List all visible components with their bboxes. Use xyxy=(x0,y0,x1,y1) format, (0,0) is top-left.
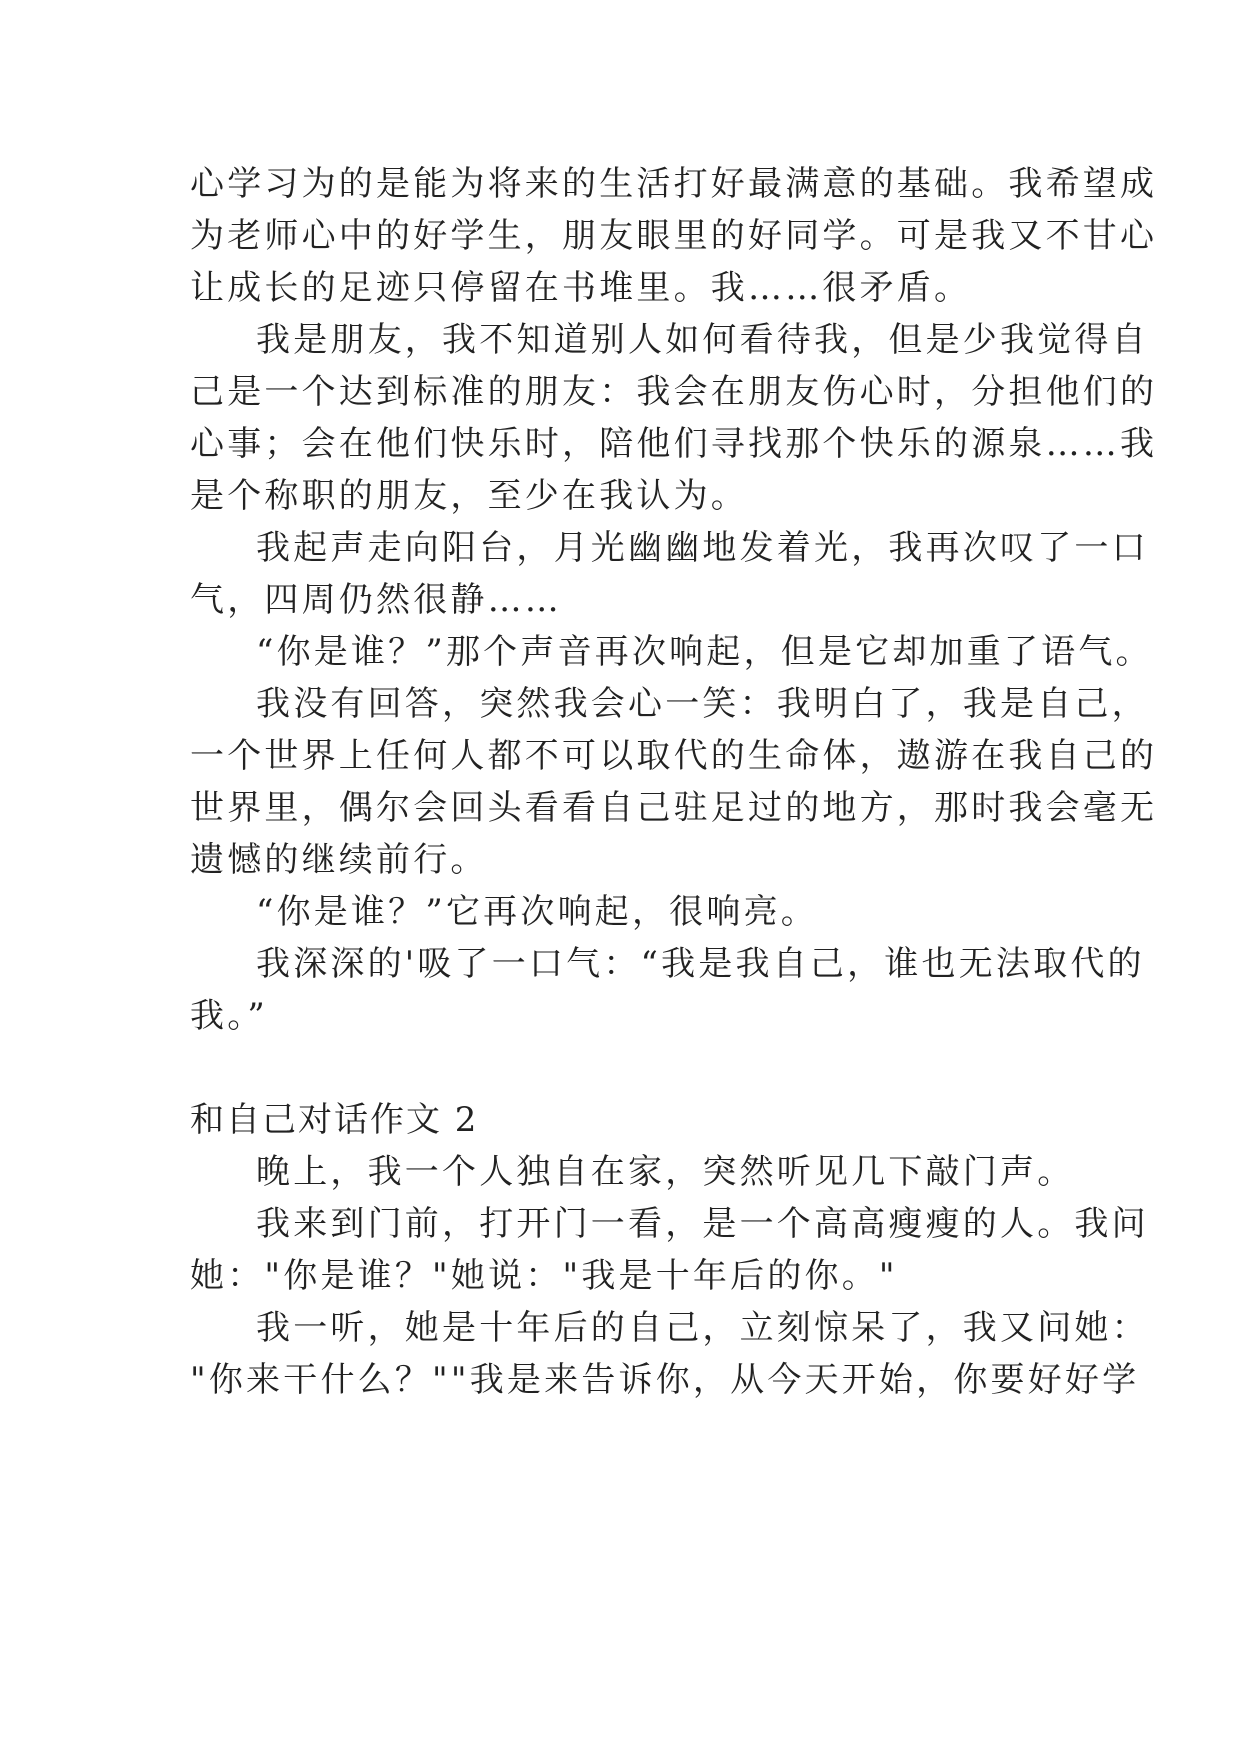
paragraph xyxy=(190,522,1149,626)
paragraph xyxy=(190,314,1158,522)
text-line: 气，四周仍然很静…… xyxy=(190,580,562,620)
paragraph xyxy=(190,886,1050,938)
paragraph xyxy=(190,158,1158,314)
text-line: 己是一个达到标准的朋友：我会在朋友伤心时，分担他们的 xyxy=(190,372,1158,412)
text-line: “你是谁？”它再次响起，很响亮。 xyxy=(256,892,818,932)
section-title: 和自己对话作文 2 xyxy=(190,1100,479,1140)
text-line: 心学习为的是能为将来的生活打好最满意的基础。我希望成 xyxy=(190,164,1158,204)
text-line: 她："你是谁？"她说："我是十年后的你。" xyxy=(190,1256,898,1296)
text-line: 一个世界上任何人都不可以取代的生命体，遨游在我自己的 xyxy=(190,736,1158,776)
paragraph xyxy=(190,678,1158,886)
text-line: 我一听，她是十年后的自己，立刻惊呆了，我又问她： xyxy=(256,1308,1149,1348)
text-line: “你是谁？”那个声音再次响起，但是它却加重了语气。 xyxy=(256,632,1153,672)
text-line: 我没有回答，突然我会心一笑：我明白了，我是自己， xyxy=(256,684,1149,724)
paragraph xyxy=(190,1146,1075,1198)
paragraph xyxy=(190,938,1145,1042)
text-line: 让成长的足迹只停留在书堆里。我……很矛盾。 xyxy=(190,268,972,308)
paragraph xyxy=(190,626,1153,678)
text-line: 晚上，我一个人独自在家，突然听见几下敲门声。 xyxy=(256,1152,1075,1192)
document-page xyxy=(190,158,1158,1406)
text-line: 为老师心中的好学生，朋友眼里的好同学。可是我又不甘心 xyxy=(190,216,1158,256)
text-line: "你来干什么？""我是来告诉你，从今天开始，你要好好学 xyxy=(190,1360,1140,1400)
text-line: 是个称职的朋友，至少在我认为。 xyxy=(190,476,748,516)
paragraph xyxy=(190,1198,1149,1302)
text-line: 我起声走向阳台，月光幽幽地发着光，我再次叹了一口 xyxy=(256,528,1149,568)
text-line: 世界里，偶尔会回头看看自己驻足过的地方，那时我会毫无 xyxy=(190,788,1158,828)
text-line: 心事；会在他们快乐时，陪他们寻找那个快乐的源泉……我 xyxy=(190,424,1158,464)
text-line: 我是朋友，我不知道别人如何看待我，但是少我觉得自 xyxy=(256,320,1149,360)
text-line: 我。” xyxy=(190,996,268,1036)
text-line: 遗憾的继续前行。 xyxy=(190,840,488,880)
paragraph xyxy=(190,1302,1149,1406)
text-line: 我来到门前，打开门一看，是一个高高瘦瘦的人。我问 xyxy=(256,1204,1149,1244)
blank-line xyxy=(190,1042,1050,1094)
text-line: 我深深的'吸了一口气：“我是我自己，谁也无法取代的 xyxy=(256,944,1145,984)
